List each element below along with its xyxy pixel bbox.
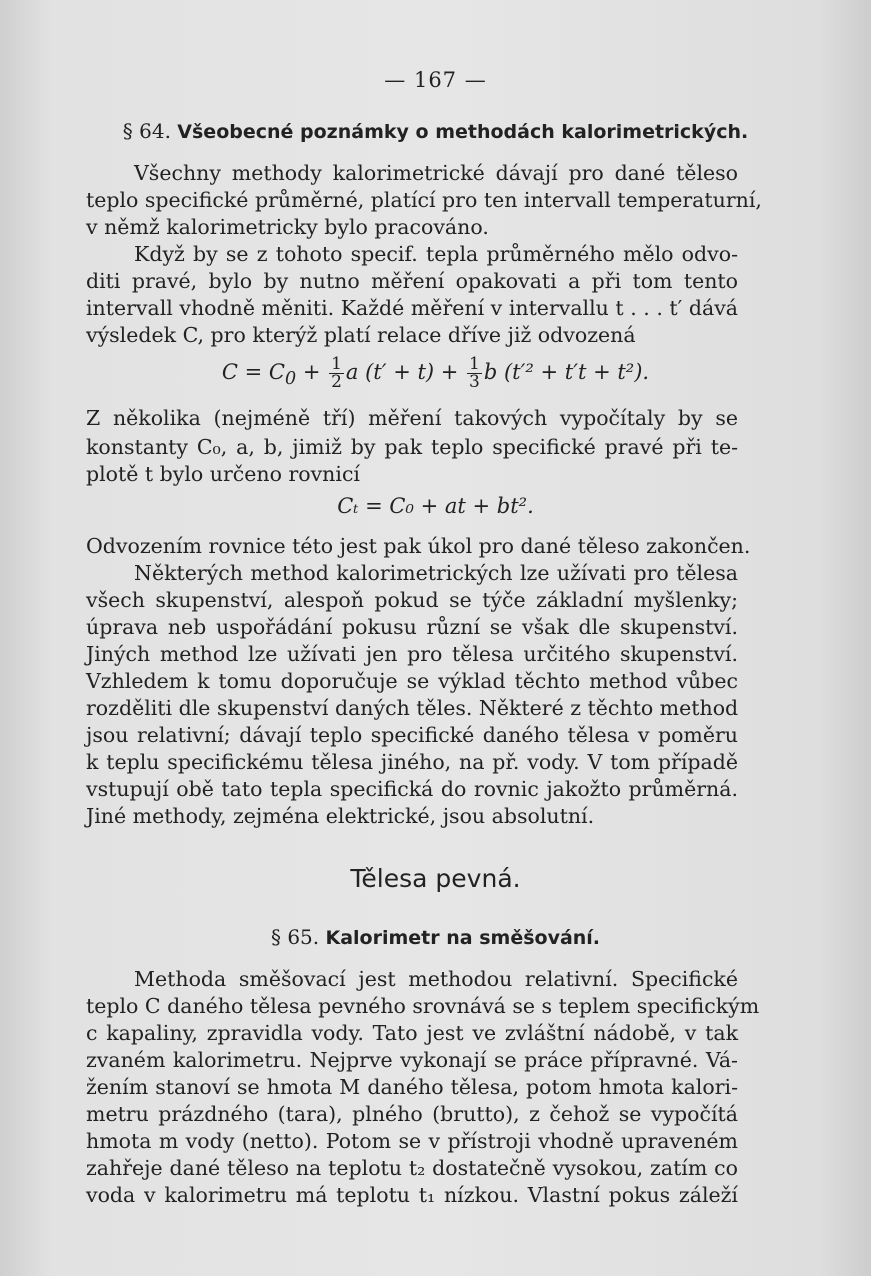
text-line: intervall vhodně měniti. Každé měření v intervallu t . . . t′ dává: [86, 296, 738, 320]
chapter-title: Tělesa pevná.: [350, 864, 521, 893]
section-64-number: § 64.: [122, 119, 171, 143]
text-line: Z několika (nejméně tří) měření takových vypočítaly by se: [86, 406, 738, 430]
text-line: Všechny methody kalorimetrické dávají pro dané těleso: [134, 161, 738, 185]
text-line: Když by se z tohoto specif. tepla průměrného mělo odvo-: [134, 242, 738, 266]
text-line: výsledek C, pro kterýž platí relace dříve již odvozená: [86, 323, 636, 347]
text-line: Vzhledem k tomu doporučuje se výklad těchto method vůbec: [86, 669, 738, 693]
text-line: v němž kalorimetricky bylo pracováno.: [86, 215, 489, 239]
section-65-number: § 65.: [270, 925, 320, 949]
text-line: vstupují obě tato tepla specifická do rovnic jakožto průměrná.: [86, 777, 738, 801]
text-line: Některých method kalorimetrických lze užívati pro tělesa: [134, 561, 738, 585]
section-64-heading: [0, 119, 871, 143]
text-line: hmota m vody (netto). Potom se v přístroji vhodně upraveném: [86, 1129, 738, 1153]
section-64-title: Všeobecné poznámky o methodách kalorimetrických.: [177, 121, 749, 143]
fraction-one-half: $\frac{1}{2}$: [331, 354, 342, 392]
text-line: Methoda směšovací jest methodou relativní. Specifické: [134, 967, 738, 991]
section-65-heading: [0, 925, 871, 949]
page-number: — 167 —: [384, 68, 487, 92]
formula-true-heat: Cₜ = C₀ + at + bt².: [337, 494, 534, 518]
section-65-title: Kalorimetr na směšování.: [325, 927, 601, 949]
formula-average-heat: $C = C_0$ + $\frac{1}{2}$ a (t′ + t) + $\frac{1}{3}$ b (t′² + t′t + t²).: [221, 354, 650, 392]
text-line: konstanty C₀, a, b, jimiž by pak teplo specifické pravé při te-: [86, 435, 738, 459]
text-line: všech skupenství, alespoň pokud se týče základní myšlenky;: [86, 588, 738, 612]
text-line: teplo C daného tělesa pevného srovnává se s teplem specifickým: [86, 994, 760, 1018]
text-line: Jiné methody, zejména elektrické, jsou absolutní.: [86, 804, 595, 828]
text-line: rozděliti dle skupenství daných těles. Některé z těchto method: [86, 696, 739, 720]
text-line: k teplu specifickému tělesa jiného, na př. vody. V tom případě: [86, 750, 738, 774]
text-line: Jiných method lze užívati jen pro tělesa určitého skupenství.: [86, 642, 738, 666]
text-line: zvaném kalorimetru. Nejprve vykonají se práce přípravné. Vá-: [86, 1048, 738, 1072]
fraction-one-third: $\frac{1}{3}$: [469, 354, 480, 392]
text-line: jsou relativní; dávají teplo specifické daného tělesa v poměru: [86, 723, 738, 747]
text-line: c kapaliny, zpravidla vody. Tato jest ve zvláštní nádobě, v tak: [86, 1021, 738, 1045]
text-line: úprava neb uspořádání pokusu různí se však dle skupenství.: [86, 615, 738, 639]
text-line: voda v kalorimetru má teplotu t₁ nízkou. Vlastní pokus záleží: [86, 1183, 738, 1207]
text-line: diti pravé, bylo by nutno měření opakovati a při tom tento: [86, 269, 738, 293]
text-line: zahřeje dané těleso na teplotu t₂ dostatečně vysokou, zatím co: [86, 1156, 738, 1180]
text-line: Odvozením rovnice této jest pak úkol pro dané těleso zakončen.: [86, 534, 751, 558]
text-line: metru prázdného (tara), plného (brutto), z čehož se vypočítá: [86, 1102, 738, 1126]
text-line: plotě t bylo určeno rovnicí: [86, 462, 360, 486]
text-line: teplo specifické průměrné, platící pro ten intervall temperaturní,: [86, 188, 762, 212]
text-line: žením stanoví se hmota M daného tělesa, potom hmota kalori-: [86, 1075, 738, 1099]
